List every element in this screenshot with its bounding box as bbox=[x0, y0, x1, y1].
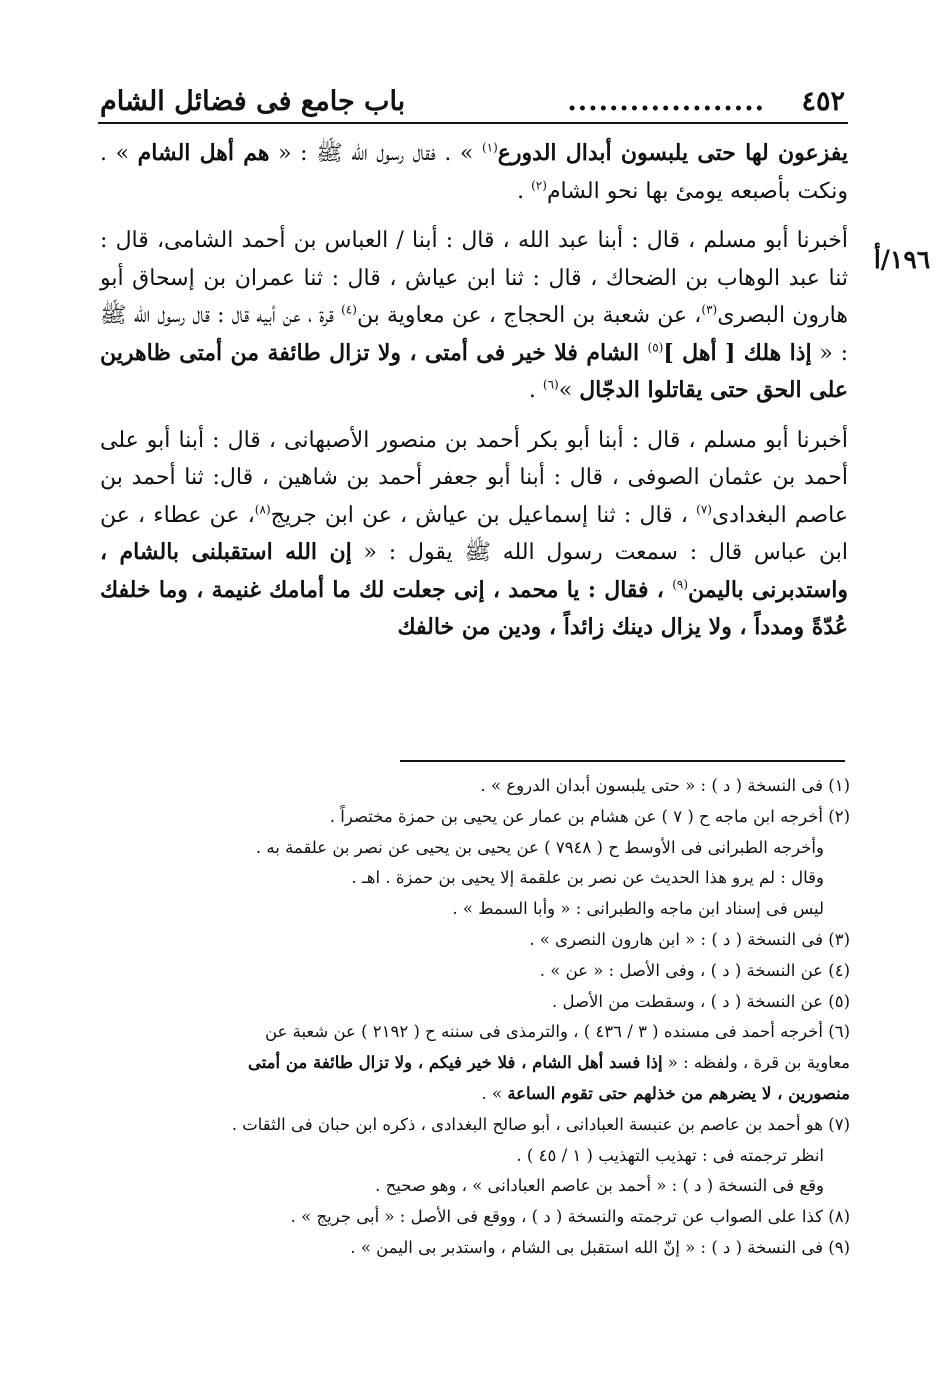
manuscript-folio-reference: ١٩٦/أ bbox=[873, 245, 931, 274]
footnote-4: (٤) عن النسخة ( د ) ، وفى الأصل : « عن » . bbox=[539, 960, 850, 980]
footnote-ref: (٩) bbox=[672, 577, 689, 592]
footnote-2-continued: ليس فى إسناد ابن ماجه والطبرانى : « وأبا السمط » . bbox=[452, 899, 824, 919]
footnote-7: (٧) هو أحمد بن عاصم بن عنبسة العبادانى ، أبو صالح البغدادى ، ذكره ابن حبان فى الثقات . bbox=[231, 1114, 850, 1134]
footnote-5: (٥) عن النسخة ( د ) ، وسقطت من الأصل . bbox=[552, 991, 850, 1011]
hadith-text: الشام فلا خير فى أمتى ، ولا تزال طائفة من أمتى ظاهرين على الحق حتى يقاتلوا الدجّال bbox=[100, 339, 848, 403]
footnote-separator bbox=[400, 760, 845, 762]
hadith-text: إذا هلك [ أهل ] bbox=[663, 339, 812, 366]
isnad-text: أخبرنا أبو مسلم ، قال : أبنا أبو بكر أحمد بن منصور الأصبهانى ، قال : أبنا أبو على أحمد بن عثمان الصوفى ، قال : أبنا أبو جعفر أحمد بن شاهين ، قال: ثنا أحمد بن عاصم البغدادى bbox=[100, 427, 849, 528]
running-header bbox=[100, 82, 845, 122]
footnote-6-continued bbox=[110, 1048, 850, 1079]
narration-text: » . فقال رسول الله ﷺ : « bbox=[269, 141, 482, 166]
footnote-9: (٩) فى النسخة ( د ) : « إنّ الله استقبل بى الشام ، واستدبر بى اليمن » . bbox=[350, 1237, 850, 1257]
chapter-title: باب جامع فى فضائل الشام bbox=[100, 86, 406, 117]
isnad-text: أخبرنا أبو مسلم ، قال : أبنا عبد الله ، قال : أبنا / العباس بن أحمد الشامى، قال : ثنا عبد الوهاب بن الضحاك ، قال : ثنا ابن عياش ، قال : ثنا عمران بن إسحاق أبو هارون البصرى bbox=[100, 228, 848, 328]
isnad-text: ، عن شعبة بن الحجاج ، عن معاوية بن bbox=[356, 303, 702, 328]
paragraph-3 bbox=[100, 422, 848, 647]
footnote-ref: (٣) bbox=[701, 302, 718, 317]
isnad-text: قرة ، عن أبيه قال : قال رسول الله ﷺ : « bbox=[100, 303, 848, 366]
narration-text: » bbox=[558, 378, 580, 403]
footnote-8: (٨) كذا على الصواب عن ترجمته والنسخة ( د ) ، ووقع فى الأصل : « أبى جريج » . bbox=[290, 1207, 850, 1227]
paragraph-2 bbox=[100, 222, 848, 410]
hadith-text: هم أهل الشام bbox=[137, 140, 270, 166]
footnote-ref: (٤) bbox=[341, 302, 357, 317]
paragraph-1 bbox=[100, 135, 848, 210]
footnote-1: (١) فى النسخة ( د ) : « حتى يلبسون أبدان الدروع » . bbox=[480, 776, 850, 795]
footnote-ref: (٧) bbox=[696, 502, 712, 517]
footnotes bbox=[110, 771, 850, 1264]
narration-text: » . ونكت بأصبعه يومئ بها نحو الشام bbox=[100, 141, 848, 204]
footnote-6-continued bbox=[110, 1079, 850, 1110]
footnote-quoted-hadith: منصورين ، لا يضرهم من خذلهم حتى تقوم الساعة bbox=[507, 1083, 850, 1103]
footnote-quoted-hadith: إذا فسد أهل الشام ، فلا خير فيكم ، ولا تزال طائفة من أمتى bbox=[247, 1053, 663, 1073]
footnote-ref: (٢) bbox=[531, 178, 547, 193]
footnote-ref: (١) bbox=[481, 140, 498, 155]
isnad-text: ، عن عطاء ، عن ابن عباس قال : سمعت رسول الله ﷺ يقول : « bbox=[100, 502, 848, 565]
narration-text: . bbox=[517, 178, 532, 204]
footnote-2-continued: وأخرجه الطبرانى فى الأوسط ح ( ٧٩٤٨ ) عن يحيى بن يحيى عن نصر بن علقمة به . bbox=[255, 837, 824, 857]
narration-text: . bbox=[528, 378, 543, 403]
footnote-text: معاوية بن قرة ، ولفظه : « bbox=[662, 1053, 850, 1073]
header-leader-dots: ................... bbox=[567, 86, 765, 117]
footnote-ref: (٥) bbox=[647, 340, 664, 355]
footnote-ref: (٦) bbox=[542, 377, 559, 392]
footnote-7-continued: انظر ترجمته فى : تهذيب التهذيب ( ١ / ٤٥ ) . bbox=[516, 1145, 824, 1165]
hadith-text: إن الله استقبلنى بالشام ، واستدبرنى باليمن bbox=[100, 539, 848, 603]
page-number: ٤٥٢ bbox=[801, 86, 845, 117]
hadith-text: ، فقال : يا محمد ، إنى جعلت لك ما أمامك غنيمة ، وما خلفك عُدّةً ومدداً ، ولا يزال دينك زائداً ، ودين من خالفك bbox=[100, 576, 848, 640]
main-text bbox=[100, 135, 848, 647]
isnad-text: ، قال : ثنا إسماعيل بن عياش ، عن ابن جريج bbox=[270, 502, 697, 528]
footnote-ref: (٨) bbox=[254, 502, 271, 517]
footnote-7-continued: وقع فى النسخة ( د ) : « أحمد بن عاصم العبادانى » ، وهو صحيح . bbox=[375, 1176, 824, 1196]
footnote-3: (٣) فى النسخة ( د ) : « ابن هارون النصرى » . bbox=[529, 929, 850, 949]
footnote-2-continued: وقال : لم يرو هذا الحديث عن نصر بن علقمة إلا يحيى بن حمزة . اهـ . bbox=[351, 868, 824, 888]
footnote-6: (٦) أخرجه أحمد فى مسنده ( ٣ / ٤٣٦ ) ، والترمذى فى سننه ح ( ٢١٩٢ ) عن شعبة عن bbox=[264, 1022, 850, 1042]
footnote-text: » . bbox=[481, 1083, 508, 1103]
footnote-2: (٢) أخرجه ابن ماجه ح ( ٧ ) عن هشام بن عمار عن يحيى بن حمزة مختصراً . bbox=[329, 806, 850, 826]
hadith-text: يفزعون لها حتى يلبسون أبدال الدورع bbox=[497, 140, 848, 166]
header-rule bbox=[98, 122, 848, 124]
